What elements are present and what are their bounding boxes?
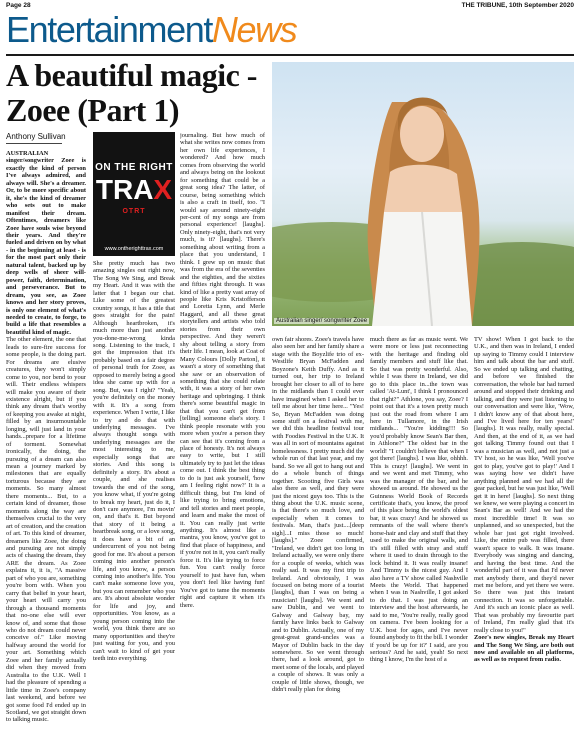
paper-date: THE TRIBUNE, 10th September 2020 bbox=[461, 2, 574, 9]
photo-caption: Australian singer/ songwriter Zoee bbox=[276, 318, 368, 324]
ad-logo-tra: TRA bbox=[95, 174, 154, 205]
article-body-5: much there as far as music went. We were more or less just reconnecting with the heritage and finding old family members and stuff like that. So that was pretty wonderful. Also, while I was there in Ireland, we did go to this place in...the town was called 'At-Lunt', I think I pronounced that right?" Athlone, you say, Zoee? I point out that it's a town pretty much just out the road from where I am here in Tullamore, in the Irish midlands... "You're kidding!!! So you'd probably know Sean's Bar then, in Athlone?" The oldest bar in the world! "I couldn't believe that when I got there! [laughs]. I was like, ohhhh. This is crazy! [laughs]. We went in and we went and met Timmy, who was the manager of the bar, and he showed us around. He showed us the Guinness World Book of Records certificate that's, you know, the proof of this place being the world's oldest bar, it was crazy! And he showed us remnants of the wall where there's horse-hair and clay and stuff that they used to make the original walls, and it's still filled with stray and stuff where it used to drain through to the lock behind it. It was really insane! And Timmy is the nicest guy. And I also have a TV show called Nashville Meets the World. That happened when I was in Nashville, I got asked to do that. I was just doing an interview and the host afterwards, he said to me, 'You're really, really good on camera. I've been looking for a U.K. host for ages, and I've never found anybody to fit the bill. I wonder if you'd be up for it?' I said, are you serious? And he said, yeah! So next thing I know, I'm the host of a bbox=[370, 336, 468, 664]
ad-logo-x: X bbox=[153, 174, 173, 205]
article-body-1: The other element, the one that leads to sure-fire success for some people, is the doing part. For dreams are elusive creatures, they won't simply come to you, nor bend to your will. Their endless whispers will make you aware of their existence alright, but if you think any dream that's worthy of keeping you awake at night, filled by an insurmountable longing, will just land in your hands...prepare for a lifetime of torment. Somewhat ironically, the doing, the pursuing of a dream can also mean a journey marked by milestones that are equally torturous because they are moments. So many almost there moments... But, to a certain kind of dreamer, those moments along the way are themselves crucial to the very art of creation, and the creation of art. To this kind of dreamer, dreamers like Zoee, the doing and pursuing are not simply acts of chasing the dream, they ARE the dream. As Zoee explains it, it is, "A massive part of who you are, something you're born with. When you carry that belief in your heart, your heart will carry you through a thousand moments that no-one else will ever know of, and some that those who do not dream could never conceive of." Like moving halfway around the world for your art. Something which Zoee and her family actually did when they moved from Australia to the U.K. Well I had the pleasure of spending a little time in Zoee's company last weekend, and before we got some food I'd ended up in Scotland, we got straight down to talking music. bbox=[6, 336, 86, 724]
byline: Anthony Sullivan bbox=[6, 132, 66, 141]
article-column-5 bbox=[370, 336, 468, 730]
on-the-right-trax-ad bbox=[93, 132, 175, 256]
masthead-rule bbox=[6, 54, 574, 56]
article-body-2: She pretty much has two amazing singles out right now, The Song We Sing, and Break my Heart. And it was with the latter that I began our chat. Like some of the greatest country songs, it has a title that goes straight for the pain! Although heartbroken, it's much more than just another you-done-me-wrong kinda song. Listening to the track, I got the impression that it's probably based on a fair degree of personal truth for Zoee, as opposed to merely being a good idea she came up with for a song. But, was I right? "Yeah, you're definitely on the money with it. It's a song from experience. When I write, I like to try and do that with underlying messages. I've always thought songs with underlying messages are the most interesting to me, especially songs that are stories. And this song is definitely a story. It's about a couple, and she realises towards the end of the song, you know what, if you're going to break my heart, just do it, I don't care anymore, I'm movin' on, and that's it. But beyond that story of it being a heartbreak song, or a love song, it does have a bit of an undercurrent of you not being good for me. It's about a person coming into another person's life, and you know, a person coming into another's life. You can't make someone love you, but you can remember who you are. It's about absolute wonder for life and joy, and opportunities. You know, as a young person coming into the world, you think there are so many opportunities and they're just waiting for you, and you can't wait to kind of get your teeth into everything. bbox=[93, 260, 175, 663]
article-body-6: TV show! When I got back to the U.K., and then was in Ireland, I ended up saying to Timmy could I interview him and talk about the bar and stuff. So we ended up talking and chatting, and before we finished the conversation, the whole bar had turned around and stopped their drinking and talking, and they were just listening to our conversation and were like, 'Wow, I didn't know any of that about here, and I've lived here for ten years!' [laughs]. It was really, really special. And then, at the end of it, as we had got talking Timmy found out that I was a musician as well, and not just a TV host, so he was like, 'Well you've got to play, you've got to play!' And I was saying how we didn't have anything planned and we had all the gear packed, but he was just like, 'Well get it in here! [laughs]. So next thing we knew, we were playing a concert in Sean's Bar as well! And we had the most incredible time! It was so unplanned, and so unexpected, but the whole bar just got right involved. Like, the entire pub was filled, there wasn't space to walk. It was insane. Everybody was singing and dancing, and having the best time. And the wonderful part of it was that I'd never met anybody there, and they'd never met me before, and yet there we were. So there was just this instant connection. It was so unforgettable. And it's such an iconic place as well. That was probably my favourite part of Ireland, I'm really glad that it's really close to you!" bbox=[474, 336, 574, 634]
article-column-2 bbox=[93, 260, 175, 730]
article-column-1 bbox=[6, 150, 86, 730]
article-column-3 bbox=[180, 132, 265, 730]
article-tail: Zoee's new singles, Break my Heart and The Song We Sing, are both out now and available on all platforms, as well as to request from radio. bbox=[474, 634, 574, 664]
ad-line-3: OTRT bbox=[122, 208, 146, 215]
masthead-entertainment: Entertainment bbox=[6, 9, 212, 50]
headline: A beautiful magic - Zoee (Part 1) bbox=[6, 57, 257, 128]
article-column-4 bbox=[272, 336, 364, 730]
masthead-news: News bbox=[211, 9, 297, 50]
masthead bbox=[6, 10, 296, 50]
page-number: Page 28 bbox=[6, 2, 31, 9]
zoee-photo-illustration bbox=[272, 62, 574, 326]
ad-line-1: ON THE RIGHT bbox=[95, 162, 173, 173]
byline-rule bbox=[6, 143, 62, 144]
ad-logo bbox=[93, 174, 175, 206]
article-body-4: own fair shores. Zoee's travels have also seen her and her family share a stage with the Boyzlife trio of ex-Westlife Bryan McFadden and Boyzone's Keith Duffy. And as it turned out, her trip to Ireland brought her closer to all of to here in the midlands than I could ever have imagined when I asked her to tell me about her time here... "Yes! So, Bryan McFadden was doing some stuff on a festival with me, we did this headline festival tour with Foodies Festival in the U.K. It was all in sort of mountains against homelessness. I pretty much did the whole run of that last year, and my band. So we all got to hang out and do a whole bunch of things together. Scooting five Girls was also there as well, and they were just the nicest guys too. This is the thing about the U.K. music scene, is that there's so much love, and especially when it comes to festivals. Man, that's just....[deep sigh]...I miss those so much! [laughs]." Zoee confirmed, "Ireland, we didn't get too long in Ireland actually, we were only there for a couple of weeks, which was really sad. It was my first trip to Ireland. And obviously, I was focused on being more of a tourist [laughs], than I was on being a musician! [laughs]. We went and saw Dublin, and we went to Galway and Galway bay, my family have links back to Galway and to Dublin. Actually, one of my great-great grand-uncles was a Mayor of Dublin back in the day somewhere. So we went through there, had a look around, got to meet some of the locals, and played a couple of shows. It was only a couple of little shows, though, we didn't really plan for doing bbox=[272, 336, 364, 694]
article-body-3: journaling. But how much of what she writes now comes from her own life experiences, I wondered? And how much comes from observing the world and always being on the lookout for something that could be a great song idea? The latter, of course, being something which is also a craft in itself, too. "I would say around ninety-eight per-cent of my songs are from personal experience! [laughs]. Only ninety-eight, that's not very much, is it? [laughs]. There's something about writing from a place that you understand, I think. I grew up on music that was from the era of the seventies and the eighties, and the sixties and fifties right through. It was kind of like a pretty vast array of people like Kris Kristofferson and Loretta Lynn, and Merle Haggard, and all these great storytellers and artists who told stories from their own perspective. And they weren't shy about telling a story from their life. I mean, look at Coat of Many Colours [Dolly Parton], it wasn't a story of something that she saw or an observation of something that she could relate with, it was a story of her own heritage and upbringing. I think there's some beautiful magic in that that you can't get from [telling] someone else's story. I think people resonate with you more when you're a person they can see that it's coming from a place of honesty. It's not always easy to write, but I still ultimately try to just let the ideas come out. I think the best thing to do is just ask yourself, 'how am I feeling right now?' It is a difficult thing, but I'm kind of like trying to bring emotions, and tell stories and meet people, and learn and make the most of it. You can really just write anything. It's almost like a mantra, you know, you've got to find that place of happiness, and if you're not in it, you can't really force it. It's like trying to force fun. You can't really force yourself to just have fun, when you don't feel like having fun! You've got to tame the moments right and capture it when it's there. bbox=[180, 132, 265, 609]
ad-url: www.ontherighttrax.com bbox=[104, 246, 164, 252]
article-column-6 bbox=[474, 336, 574, 730]
zoee-photo bbox=[272, 62, 574, 326]
article-lead: AUSTRALIAN singer/songwriter Zoee is exactly the kind of person I've always admired, and always will. She's a dreamer. Or, to be more specific about it, she's the kind of dreamer who sets out to make manifest their dream. Oftentimes, dreamers like Zoee have souls wise beyond their years. And they're fueled and driven on by what - in the beginning at least - is for the most part only their natural talent, backed up by deep wells of sheer will-power, faith, determination, and perseverance. But to dream, you see, as Zoee knows and her story proves, is only one element of what's needed to create, to forge, to build a life that resembles a beautiful kind of magic. bbox=[6, 150, 86, 336]
